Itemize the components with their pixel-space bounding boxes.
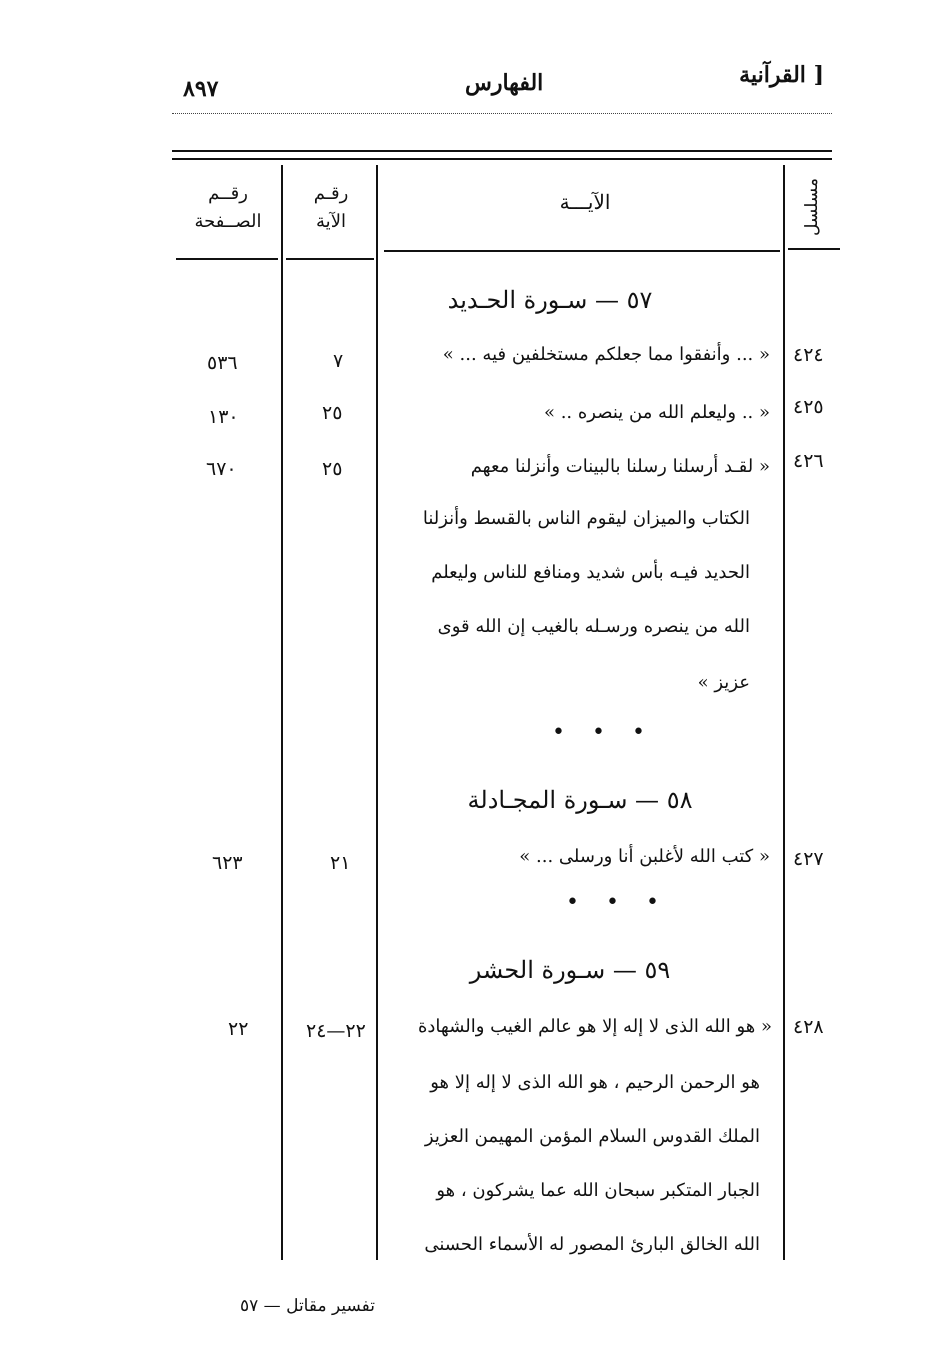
- verse-number: ٢٢—٢٤: [306, 1020, 366, 1042]
- verse-number: ٧: [333, 350, 344, 372]
- page-number: ٨٩٧: [183, 76, 219, 102]
- col-header-page-line1: رقــم: [208, 183, 248, 204]
- page-ref: ١٣٠: [208, 406, 239, 428]
- verse-line: « .. وليعلم الله من ينصره .. »: [543, 402, 770, 423]
- verse-line: الجبار المتكبر سبحان الله عما يشركون ، هو: [436, 1180, 760, 1201]
- serial-number: ٤٢٦: [793, 450, 824, 472]
- serial-number: ٤٢٨: [793, 1016, 824, 1038]
- header-underline-verse-no: [286, 258, 374, 260]
- surah-title: ٥٩ — سـورة الحشر: [469, 956, 671, 984]
- page-ref: ٦٢٣: [212, 852, 243, 874]
- verse-number: ٢٥: [322, 458, 343, 480]
- column-divider-2: [376, 165, 378, 1260]
- header-underline-serial: [788, 248, 840, 250]
- section-separator: • • •: [552, 720, 655, 745]
- verse-line: الله الخالق البارئ المصور له الأسماء الحسنى: [424, 1234, 760, 1255]
- page-ref: ٢٢: [228, 1018, 249, 1040]
- column-divider-1: [281, 165, 283, 1260]
- verse-number: ٢١: [330, 852, 351, 874]
- page-ref: ٥٣٦: [207, 352, 238, 374]
- verse-line: هو الرحمن الرحيم ، هو الله الذى لا إله إلا هو: [430, 1072, 760, 1093]
- footer-signature: تفسير مقاتل — ٥٧: [240, 1296, 375, 1316]
- verse-line: الله من ينصره ورسـله بالغيب إن الله قوى: [437, 616, 750, 637]
- page-ref: ٦٧٠: [206, 458, 237, 480]
- col-header-verse-number-line1: رقـم: [313, 183, 349, 204]
- header-rule: [172, 113, 832, 115]
- col-header-page: [182, 180, 274, 236]
- verse-line: « هو الله الذى لا إله إلا هو عالم الغيب والشهادة: [417, 1016, 772, 1037]
- verse-line: « كتب الله لأغلبن أنا ورسلى ... »: [519, 846, 770, 867]
- table-top-rule: [172, 150, 832, 152]
- col-header-verse-number-line2: الآية: [316, 211, 346, 232]
- column-divider-3: [783, 165, 785, 1260]
- verse-line: الحديد فيـه بأس شديد ومنافع للناس وليعلم: [431, 562, 750, 583]
- col-header-serial: مسلسل: [801, 178, 822, 236]
- verse-line: « ... وأنفقوا مما جعلكم مستخلفين فيه ... »: [442, 344, 770, 365]
- serial-number: ٤٢٤: [793, 344, 824, 366]
- verse-line: عزيز »: [697, 672, 750, 693]
- section-separator: • • •: [566, 890, 669, 915]
- serial-number: ٤٢٧: [793, 848, 824, 870]
- surah-title: ٥٨ — سـورة المجـادلة: [467, 786, 693, 814]
- verse-number: ٢٥: [322, 402, 343, 424]
- table-top-rule-2: [172, 158, 832, 160]
- col-header-verse: الآيـــة: [559, 190, 611, 214]
- col-header-serial-wrap: [782, 172, 842, 242]
- verse-line: « لقـد أرسلنا رسلنا بالبينات وأنزلنا معهم: [470, 456, 770, 477]
- running-title-center: الفهارس: [465, 70, 544, 96]
- serial-number: ٤٢٥: [793, 396, 824, 418]
- surah-title: ٥٧ — سـورة الحـديد: [447, 286, 653, 314]
- header-underline-verse: [384, 250, 780, 252]
- verse-line: الملك القدوس السلام المؤمن المهيمن العزيز: [424, 1126, 760, 1147]
- verse-line: الكتاب والميزان ليقوم الناس بالقسط وأنزلنا: [422, 508, 750, 529]
- running-title-right: القرآنية ]: [739, 62, 824, 88]
- col-header-page-line2: الصــفحة: [194, 211, 262, 232]
- col-header-verse-number: [290, 180, 372, 236]
- header-underline-page: [176, 258, 278, 260]
